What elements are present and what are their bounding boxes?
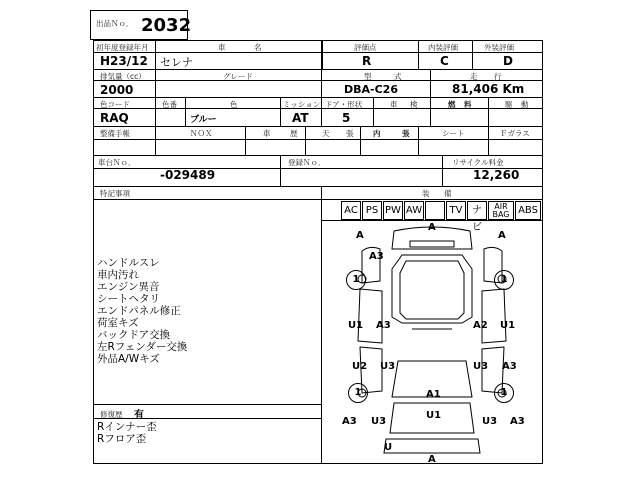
car-name-label-1: 車: [218, 43, 226, 52]
fuel-label-1: 燃: [448, 100, 456, 109]
damage-right-u3: U3: [473, 361, 489, 372]
color-code-label: 色コード: [100, 100, 130, 109]
repair-line: Rフロア歪: [97, 433, 147, 445]
remark-line: 車内汚れ: [97, 269, 139, 281]
damage-left-a3: A3: [376, 320, 391, 331]
color-code-value: RAQ: [100, 111, 129, 125]
roof-label-1: 天: [322, 129, 330, 138]
remark-line: 外品A/Wキズ: [97, 353, 160, 365]
mission-label: ミッション: [283, 100, 321, 109]
chassis-value: -029489: [160, 168, 216, 182]
history-label-2: 歴: [290, 129, 298, 138]
lot-number-label: 出品Ｎｏ．: [96, 19, 134, 28]
glass-label: Ｆガラス: [500, 129, 530, 138]
damage-right-a2: A2: [473, 320, 488, 331]
remark-line: ハンドルスレ: [97, 257, 160, 269]
equipment-header-1: 装: [422, 189, 430, 198]
equip-ac: AC: [341, 201, 361, 220]
equip-tv: TV: [446, 201, 466, 220]
equip-navi: ナビ: [467, 201, 487, 220]
remarks-header: 特記事項: [100, 189, 130, 198]
equip-abs: ABS: [515, 201, 541, 220]
damage-left-u2: U2: [352, 361, 368, 372]
damage-rear-u1: U1: [426, 410, 442, 421]
damage-front-right: A: [498, 230, 506, 241]
damage-rear-a1: A1: [426, 389, 441, 400]
repair-value: 有: [134, 410, 144, 421]
damage-front-center: A: [428, 222, 436, 233]
score-value: R: [362, 54, 372, 68]
mileage-label-1: 走: [470, 72, 478, 81]
interior-fabric-label-2: 張: [402, 129, 410, 138]
mileage-label-2: 行: [494, 72, 502, 81]
damage-right-u1: U1: [500, 320, 516, 331]
grade-label: グレード: [223, 72, 253, 81]
damage-left-u1: U1: [348, 320, 364, 331]
car-name-value: セレナ: [160, 56, 193, 69]
inspection-label-2: 検: [410, 100, 418, 109]
equipment-header-2: 備: [444, 189, 452, 198]
first-reg-value: H23/12: [100, 54, 148, 68]
car-name-label-2: 名: [254, 43, 262, 52]
equip-aw: AW: [404, 201, 424, 220]
damage-rear-left-u3: U3: [371, 416, 387, 427]
history-label-1: 車: [263, 129, 271, 138]
damage-left-u3: U3: [380, 361, 396, 372]
color-value: ブルー: [190, 115, 217, 125]
damage-right-a3: A3: [502, 361, 517, 372]
remark-line: エンドパネル修正: [97, 305, 181, 317]
doors-value: 5: [342, 111, 351, 125]
damage-wheel-fr: 1: [494, 270, 514, 290]
doors-label: ドア・形状: [325, 100, 363, 109]
lot-number-value: 2032: [141, 15, 192, 36]
damage-rear-left-a3: A3: [342, 416, 357, 427]
color-label: 色: [230, 100, 238, 109]
remark-line: エンジン異音: [97, 281, 160, 293]
reg-label: 登録Ｎｏ．: [288, 158, 326, 167]
manual-label: 整備手帳: [100, 129, 130, 138]
mileage-value: 81,406 Km: [452, 82, 525, 96]
inspection-label-1: 車: [390, 100, 398, 109]
recycle-value: 12,260: [473, 168, 520, 182]
exterior-score-label: 外装評価: [484, 43, 514, 52]
color-group-label: 色番: [162, 100, 177, 109]
damage-rear-u: U: [384, 442, 393, 453]
recycle-label: リサイクル料金: [452, 158, 504, 167]
interior-score-label: 内装評価: [428, 43, 458, 52]
damage-front-left-2: A3: [369, 251, 384, 262]
repair-label: 修復歴: [100, 410, 123, 419]
damage-wheel-rl: 1: [348, 383, 368, 403]
remark-line: 左Rフェンダー交換: [97, 341, 188, 353]
model-value: DBA-C26: [344, 83, 398, 96]
damage-wheel-fl: 1: [346, 270, 366, 290]
roof-label-2: 張: [346, 129, 354, 138]
remark-line: バックドア交換: [97, 329, 171, 341]
mission-value: AT: [292, 111, 309, 125]
drive-label-2: 動: [521, 100, 529, 109]
model-label-2: 式: [394, 72, 402, 81]
first-reg-label: 初年度登録年月: [96, 43, 149, 52]
interior-fabric-label-1: 内: [373, 129, 381, 138]
exterior-score-value: D: [503, 54, 513, 68]
interior-score-value: C: [440, 54, 449, 68]
chassis-label: 車台Ｎｏ．: [98, 158, 136, 167]
displacement-label: 排気量（cc）: [100, 72, 146, 81]
fuel-label-2: 料: [464, 100, 472, 109]
displacement-value: 2000: [100, 83, 134, 97]
score-label: 評価点: [354, 43, 377, 52]
damage-rear-right-a3: A3: [510, 416, 525, 427]
remark-line: シートヘタリ: [97, 293, 160, 305]
equip-airbag: AIR BAG: [488, 201, 514, 220]
damage-rear-a: A: [428, 454, 436, 465]
damage-front-left: A: [356, 230, 364, 241]
seat-label: シート: [442, 129, 465, 138]
equip-blank: [425, 201, 445, 220]
remark-line: 荷室キズ: [97, 317, 139, 329]
drive-label-1: 駆: [505, 100, 513, 109]
model-label-1: 型: [364, 72, 372, 81]
damage-rear-right-u3: U3: [482, 416, 498, 427]
equip-pw: PW: [383, 201, 403, 220]
repair-line: Rインナー歪: [97, 421, 157, 433]
damage-wheel-rr: 1: [494, 383, 514, 403]
lot-number-box: [90, 10, 192, 40]
nox-label: ＮＯＸ: [190, 129, 213, 138]
equip-ps: PS: [362, 201, 382, 220]
